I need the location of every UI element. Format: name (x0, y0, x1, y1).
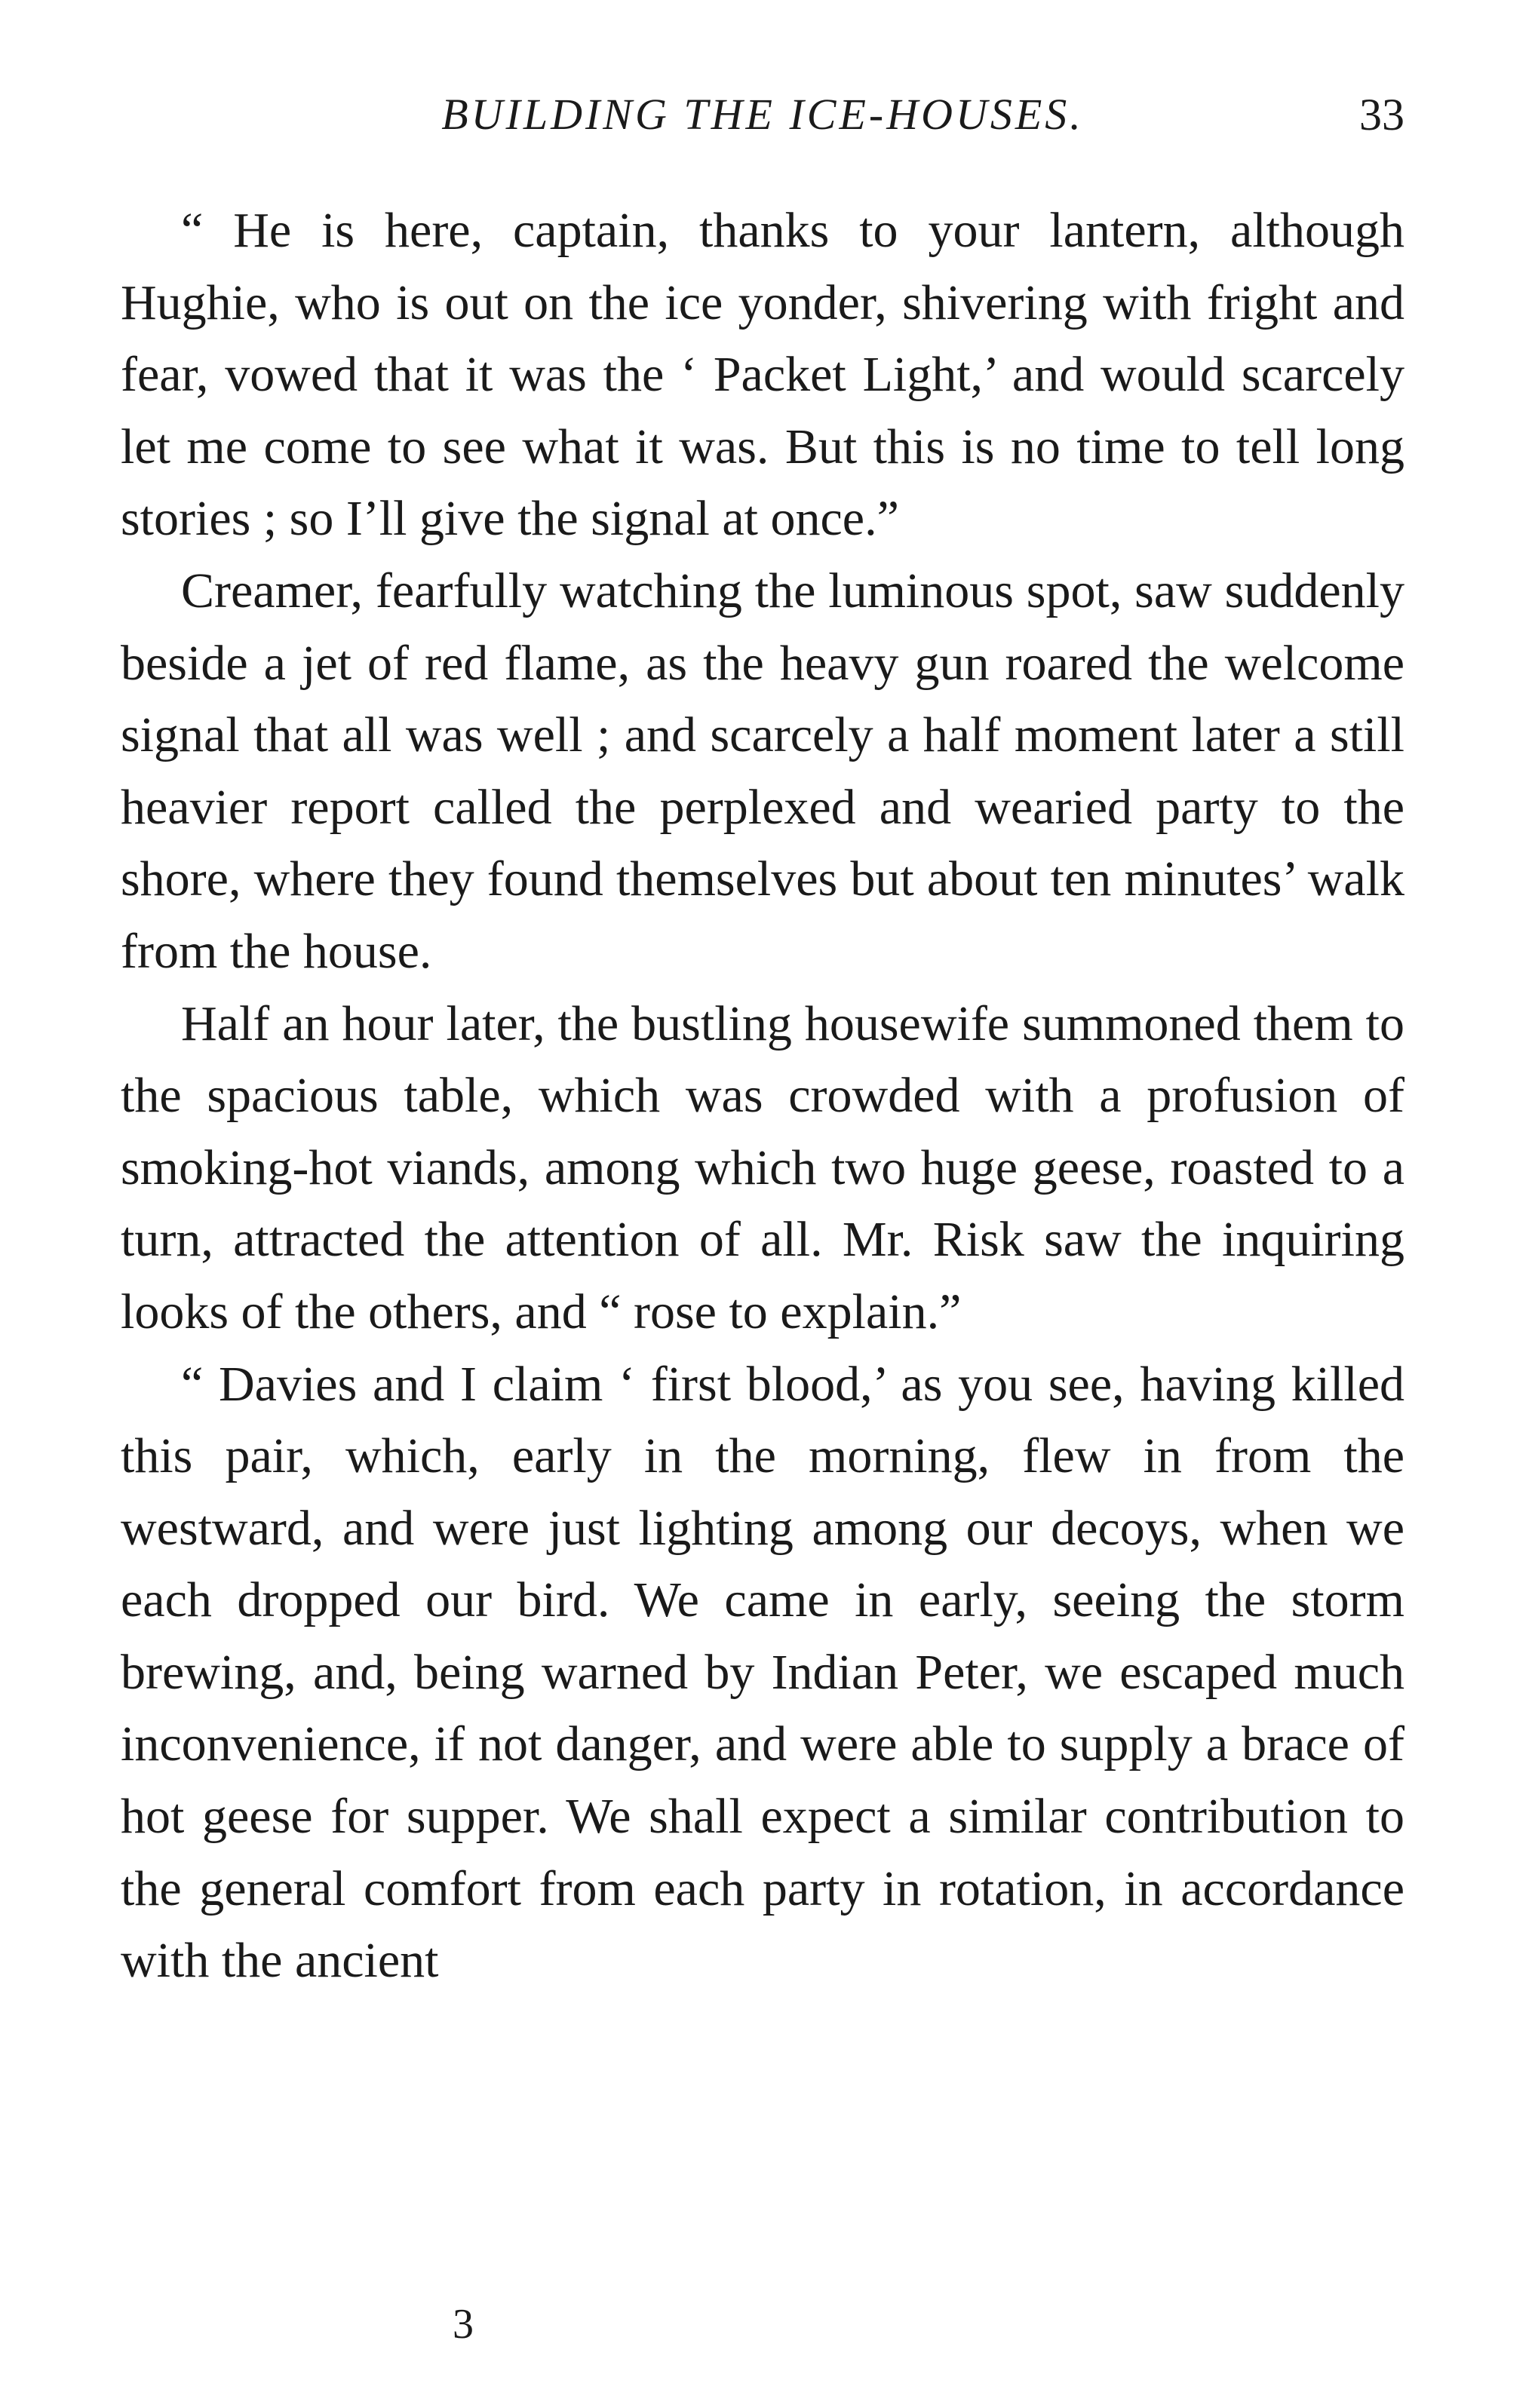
running-head (121, 89, 1404, 149)
paragraph-1: “ He is here, captain, thanks to your lantern, although Hughie, who is out on the ice yonder, shivering with fright and fear, vowed that it was the ‘ Packet Light,’ and would scarcely let me come to see what it was. But this is no time to tell long stories ; so I’ll give the signal at once.” (121, 203, 1404, 547)
body-text (121, 195, 1404, 1997)
signature-mark: 3 (453, 2301, 474, 2348)
paragraph-3: Half an hour later, the bustling housewife summoned them to the spacious table, which was crowded with a profusion of smoking-hot viands, among which two huge geese, roasted to a turn, attracted the attention of all. Mr. Risk saw the inquiring looks of the others, and “ rose to explain.” (121, 995, 1404, 1339)
page-number: 33 (1359, 90, 1404, 140)
paragraph-2: Creamer, fearfully watching the luminous spot, saw suddenly beside a jet of red flame, as the heavy gun roared the welcome signal that all was well ; and scarcely a half moment later a still heavier report called the perplexed and wearied party to the shore, where they found themselves but about ten minutes’ walk from the house. (121, 563, 1404, 979)
running-title: BUILDING THE ICE-HOUSES. (441, 90, 1084, 139)
paragraph-4: “ Davies and I claim ‘ first blood,’ as you see, having killed this pair, which, early in the morning, flew in from the westward, and were just lighting among our decoys, when we each dropped our bird. We came in early, seeing the storm brewing, and, being warned by Indian Peter, we escaped much inconvenience, if not danger, and were able to supply a brace of hot geese for supper. We shall expect a similar contribution to the general comfort from each party in rotation, in accordance with the ancient (121, 1356, 1404, 1989)
